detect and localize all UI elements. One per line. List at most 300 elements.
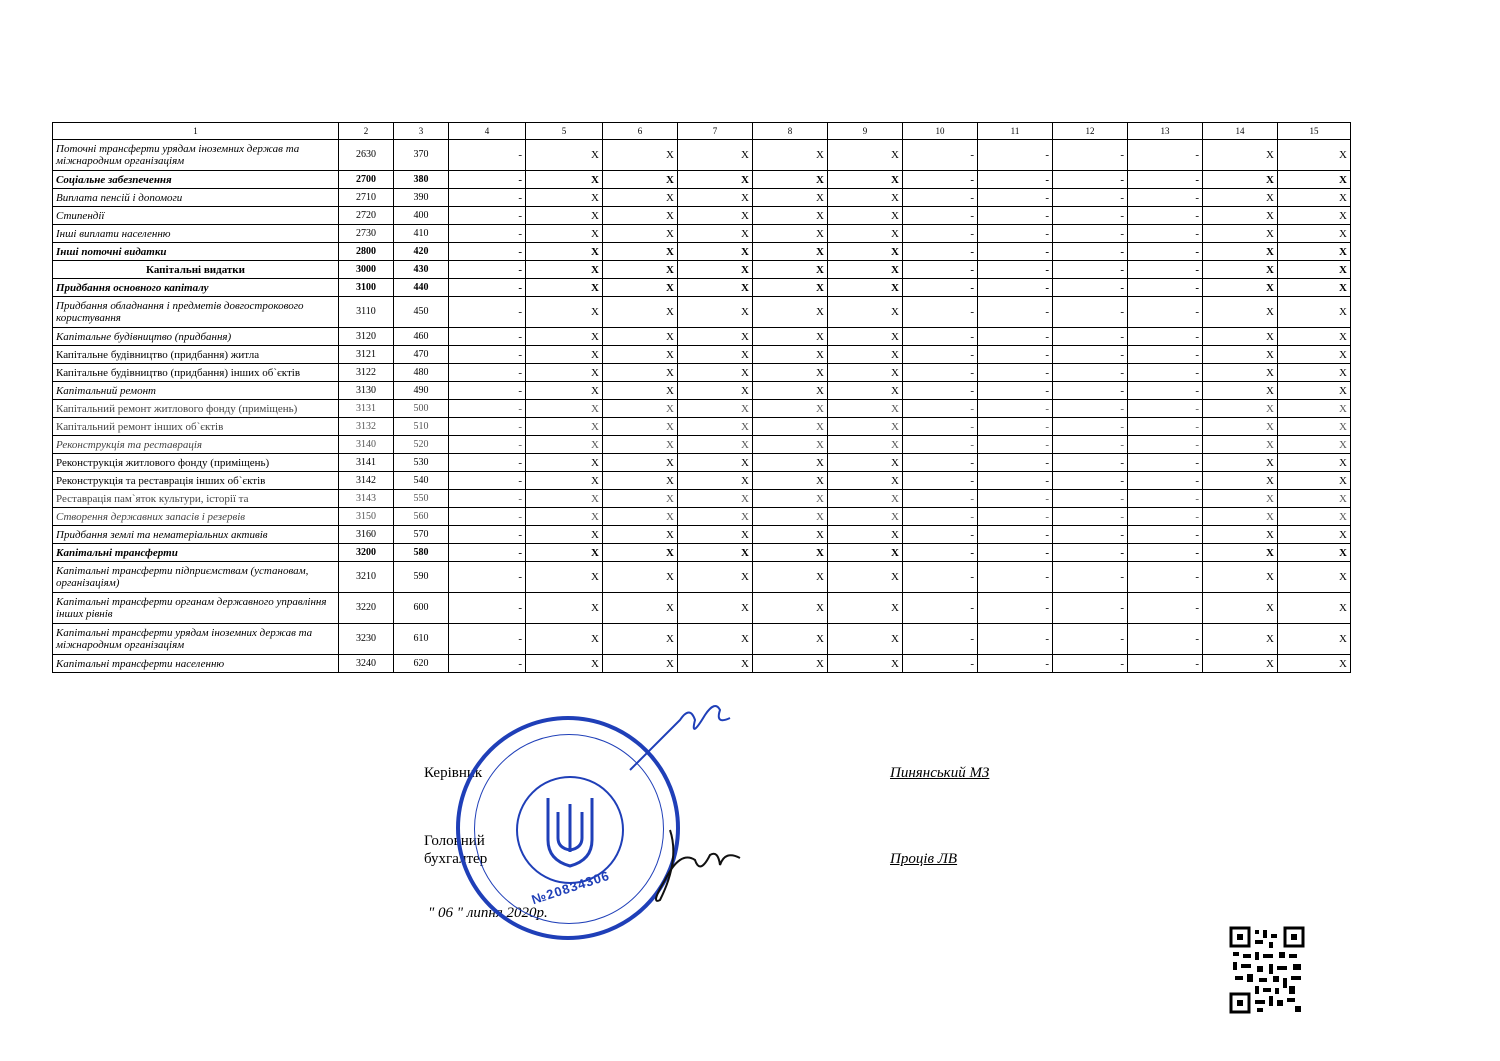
cell-col-9: X: [828, 279, 903, 297]
cell-col-4: -: [449, 297, 526, 328]
cell-col-13: -: [1128, 328, 1203, 346]
table-row: [53, 418, 1351, 436]
cell-col-9: X: [828, 490, 903, 508]
cell-col-6: X: [603, 140, 678, 171]
cell-col-6: X: [603, 346, 678, 364]
cell-col-10: -: [903, 189, 978, 207]
row-line-code: 610: [394, 624, 449, 655]
cell-col-14: X: [1203, 544, 1278, 562]
cell-col-9: X: [828, 243, 903, 261]
cell-col-11: -: [978, 454, 1053, 472]
cell-col-15: X: [1278, 207, 1351, 225]
cell-col-10: -: [903, 436, 978, 454]
cell-col-10: -: [903, 297, 978, 328]
row-code: 3142: [339, 472, 394, 490]
row-code: 3220: [339, 593, 394, 624]
cell-col-9: X: [828, 171, 903, 189]
cell-col-12: -: [1053, 207, 1128, 225]
cell-col-8: X: [753, 593, 828, 624]
table-row: [53, 624, 1351, 655]
row-code: 3121: [339, 346, 394, 364]
cell-col-15: X: [1278, 472, 1351, 490]
head-name: Пинянський МЗ: [890, 765, 990, 781]
cell-col-12: -: [1053, 544, 1128, 562]
cell-col-7: X: [678, 243, 753, 261]
cell-col-10: -: [903, 418, 978, 436]
cell-col-13: -: [1128, 472, 1203, 490]
accountant-label-line2: бухгалтер: [424, 851, 488, 867]
cell-col-8: X: [753, 544, 828, 562]
row-code: 3240: [339, 655, 394, 673]
row-line-code: 550: [394, 490, 449, 508]
row-code: 3130: [339, 382, 394, 400]
cell-col-9: X: [828, 189, 903, 207]
cell-col-13: -: [1128, 490, 1203, 508]
row-code: 2800: [339, 243, 394, 261]
cell-col-12: -: [1053, 243, 1128, 261]
cell-col-4: -: [449, 243, 526, 261]
row-name: Капітальні трансферти: [53, 544, 339, 562]
row-name: Реконструкція житлового фонду (приміщень): [53, 454, 339, 472]
cell-col-7: X: [678, 297, 753, 328]
cell-col-12: -: [1053, 418, 1128, 436]
table-row: [53, 243, 1351, 261]
cell-col-7: X: [678, 328, 753, 346]
cell-col-7: X: [678, 225, 753, 243]
accountant-signature-icon: [640, 820, 750, 910]
cell-col-6: X: [603, 593, 678, 624]
cell-col-6: X: [603, 454, 678, 472]
cell-col-9: X: [828, 261, 903, 279]
row-name: Виплата пенсій і допомоги: [53, 189, 339, 207]
cell-col-6: X: [603, 655, 678, 673]
table-row: [53, 328, 1351, 346]
cell-col-14: X: [1203, 454, 1278, 472]
cell-col-9: X: [828, 207, 903, 225]
cell-col-6: X: [603, 436, 678, 454]
cell-col-10: -: [903, 279, 978, 297]
cell-col-6: X: [603, 207, 678, 225]
cell-col-4: -: [449, 364, 526, 382]
column-number-7: 7: [678, 123, 753, 140]
cell-col-13: -: [1128, 225, 1203, 243]
cell-col-9: X: [828, 508, 903, 526]
accountant-name: Проців ЛВ: [890, 851, 958, 867]
cell-col-5: X: [526, 655, 603, 673]
row-name: Створення державних запасів і резервів: [53, 508, 339, 526]
cell-col-14: X: [1203, 624, 1278, 655]
row-code: 3131: [339, 400, 394, 418]
cell-col-10: -: [903, 140, 978, 171]
cell-col-12: -: [1053, 624, 1128, 655]
cell-col-10: -: [903, 624, 978, 655]
cell-col-7: X: [678, 436, 753, 454]
cell-col-5: X: [526, 593, 603, 624]
cell-col-10: -: [903, 382, 978, 400]
cell-col-11: -: [978, 624, 1053, 655]
cell-col-13: -: [1128, 261, 1203, 279]
cell-col-9: X: [828, 364, 903, 382]
table-row: [53, 346, 1351, 364]
cell-col-4: -: [449, 490, 526, 508]
cell-col-13: -: [1128, 279, 1203, 297]
cell-col-11: -: [978, 364, 1053, 382]
row-name: Капітальні трансферти урядам іноземних держав та міжнародним організаціям: [53, 624, 339, 655]
row-line-code: 380: [394, 171, 449, 189]
cell-col-8: X: [753, 346, 828, 364]
cell-col-15: X: [1278, 382, 1351, 400]
cell-col-9: X: [828, 436, 903, 454]
cell-col-7: X: [678, 472, 753, 490]
accountant-label-line1: Головний: [424, 833, 485, 849]
row-line-code: 370: [394, 140, 449, 171]
row-line-code: 420: [394, 243, 449, 261]
table-row: [53, 261, 1351, 279]
cell-col-6: X: [603, 624, 678, 655]
column-number-11: 11: [978, 123, 1053, 140]
table-row: [53, 382, 1351, 400]
row-code: 3230: [339, 624, 394, 655]
cell-col-8: X: [753, 436, 828, 454]
cell-col-4: -: [449, 526, 526, 544]
cell-col-13: -: [1128, 346, 1203, 364]
cell-col-4: -: [449, 171, 526, 189]
cell-col-12: -: [1053, 297, 1128, 328]
table-row: [53, 189, 1351, 207]
table-row: [53, 490, 1351, 508]
row-name: Реставрація пам`яток культури, історії та: [53, 490, 339, 508]
row-code: 3150: [339, 508, 394, 526]
cell-col-14: X: [1203, 490, 1278, 508]
table-row: [53, 526, 1351, 544]
cell-col-10: -: [903, 346, 978, 364]
cell-col-11: -: [978, 508, 1053, 526]
row-name: Соціальне забезпечення: [53, 171, 339, 189]
cell-col-7: X: [678, 526, 753, 544]
cell-col-15: X: [1278, 490, 1351, 508]
cell-col-14: X: [1203, 400, 1278, 418]
cell-col-6: X: [603, 382, 678, 400]
row-code: 3120: [339, 328, 394, 346]
row-line-code: 430: [394, 261, 449, 279]
row-code: 3200: [339, 544, 394, 562]
cell-col-4: -: [449, 400, 526, 418]
row-name: Капітальний ремонт інших об`єктів: [53, 418, 339, 436]
cell-col-14: X: [1203, 189, 1278, 207]
column-number-1: 1: [53, 123, 339, 140]
cell-col-9: X: [828, 562, 903, 593]
cell-col-15: X: [1278, 171, 1351, 189]
row-code: 3160: [339, 526, 394, 544]
column-number-4: 4: [449, 123, 526, 140]
row-line-code: 600: [394, 593, 449, 624]
row-name: Інші виплати населенню: [53, 225, 339, 243]
row-code: 2730: [339, 225, 394, 243]
cell-col-14: X: [1203, 225, 1278, 243]
head-signature-icon: [620, 700, 740, 780]
cell-col-4: -: [449, 472, 526, 490]
cell-col-12: -: [1053, 472, 1128, 490]
cell-col-8: X: [753, 562, 828, 593]
cell-col-5: X: [526, 364, 603, 382]
cell-col-10: -: [903, 207, 978, 225]
cell-col-6: X: [603, 171, 678, 189]
cell-col-5: X: [526, 346, 603, 364]
qr-code-icon: [1229, 926, 1305, 1014]
cell-col-4: -: [449, 189, 526, 207]
cell-col-4: -: [449, 624, 526, 655]
cell-col-11: -: [978, 261, 1053, 279]
cell-col-14: X: [1203, 418, 1278, 436]
cell-col-12: -: [1053, 526, 1128, 544]
cell-col-9: X: [828, 328, 903, 346]
cell-col-6: X: [603, 490, 678, 508]
cell-col-14: X: [1203, 436, 1278, 454]
cell-col-4: -: [449, 562, 526, 593]
cell-col-4: -: [449, 655, 526, 673]
cell-col-15: X: [1278, 418, 1351, 436]
table-row: [53, 225, 1351, 243]
cell-col-11: -: [978, 526, 1053, 544]
table-row: [53, 472, 1351, 490]
cell-col-15: X: [1278, 624, 1351, 655]
cell-col-6: X: [603, 328, 678, 346]
row-line-code: 410: [394, 225, 449, 243]
cell-col-10: -: [903, 544, 978, 562]
cell-col-13: -: [1128, 418, 1203, 436]
row-name: Придбання основного капіталу: [53, 279, 339, 297]
cell-col-6: X: [603, 261, 678, 279]
cell-col-7: X: [678, 279, 753, 297]
row-code: 2700: [339, 171, 394, 189]
row-name: Інші поточні видатки: [53, 243, 339, 261]
cell-col-13: -: [1128, 297, 1203, 328]
cell-col-4: -: [449, 454, 526, 472]
cell-col-14: X: [1203, 207, 1278, 225]
cell-col-14: X: [1203, 593, 1278, 624]
cell-col-13: -: [1128, 655, 1203, 673]
column-number-5: 5: [526, 123, 603, 140]
cell-col-13: -: [1128, 593, 1203, 624]
table-row: [53, 593, 1351, 624]
row-name: Придбання землі та нематеріальних активів: [53, 526, 339, 544]
cell-col-8: X: [753, 364, 828, 382]
table-row: [53, 436, 1351, 454]
cell-col-12: -: [1053, 400, 1128, 418]
cell-col-6: X: [603, 364, 678, 382]
cell-col-15: X: [1278, 562, 1351, 593]
row-line-code: 390: [394, 189, 449, 207]
cell-col-10: -: [903, 655, 978, 673]
cell-col-14: X: [1203, 472, 1278, 490]
cell-col-7: X: [678, 655, 753, 673]
cell-col-8: X: [753, 655, 828, 673]
cell-col-4: -: [449, 436, 526, 454]
cell-col-12: -: [1053, 261, 1128, 279]
row-name: Капітальні трансферти населенню: [53, 655, 339, 673]
cell-col-8: X: [753, 279, 828, 297]
cell-col-8: X: [753, 382, 828, 400]
cell-col-13: -: [1128, 624, 1203, 655]
cell-col-9: X: [828, 624, 903, 655]
column-number-15: 15: [1278, 123, 1351, 140]
cell-col-13: -: [1128, 436, 1203, 454]
row-name: Капітальні трансферти органам державного управління інших рівнів: [53, 593, 339, 624]
cell-col-6: X: [603, 418, 678, 436]
cell-col-14: X: [1203, 346, 1278, 364]
cell-col-11: -: [978, 140, 1053, 171]
cell-col-4: -: [449, 593, 526, 624]
cell-col-7: X: [678, 140, 753, 171]
row-code: 3132: [339, 418, 394, 436]
cell-col-11: -: [978, 328, 1053, 346]
cell-col-9: X: [828, 225, 903, 243]
cell-col-8: X: [753, 261, 828, 279]
row-name: Поточні трансферти урядам іноземних держав та міжнародним організаціям: [53, 140, 339, 171]
row-name: Реконструкція та реставрація: [53, 436, 339, 454]
cell-col-7: X: [678, 171, 753, 189]
cell-col-14: X: [1203, 140, 1278, 171]
cell-col-13: -: [1128, 526, 1203, 544]
cell-col-5: X: [526, 454, 603, 472]
cell-col-12: -: [1053, 562, 1128, 593]
cell-col-4: -: [449, 207, 526, 225]
cell-col-8: X: [753, 297, 828, 328]
cell-col-8: X: [753, 418, 828, 436]
column-number-8: 8: [753, 123, 828, 140]
column-number-2: 2: [339, 123, 394, 140]
cell-col-12: -: [1053, 490, 1128, 508]
column-number-10: 10: [903, 123, 978, 140]
cell-col-12: -: [1053, 328, 1128, 346]
cell-col-10: -: [903, 490, 978, 508]
cell-col-15: X: [1278, 243, 1351, 261]
row-code: 3141: [339, 454, 394, 472]
column-number-13: 13: [1128, 123, 1203, 140]
cell-col-8: X: [753, 526, 828, 544]
cell-col-5: X: [526, 436, 603, 454]
row-line-code: 540: [394, 472, 449, 490]
table-row: [53, 171, 1351, 189]
budget-table: [52, 122, 1351, 673]
cell-col-5: X: [526, 189, 603, 207]
row-code: 2630: [339, 140, 394, 171]
cell-col-13: -: [1128, 189, 1203, 207]
row-code: 3122: [339, 364, 394, 382]
cell-col-5: X: [526, 207, 603, 225]
table-row: [53, 140, 1351, 171]
cell-col-12: -: [1053, 225, 1128, 243]
document-date: " 06 " липня 2020р.: [428, 905, 548, 921]
row-name: Капітальне будівництво (придбання): [53, 328, 339, 346]
cell-col-8: X: [753, 140, 828, 171]
row-code: 3100: [339, 279, 394, 297]
cell-col-9: X: [828, 544, 903, 562]
cell-col-8: X: [753, 472, 828, 490]
cell-col-5: X: [526, 243, 603, 261]
cell-col-14: X: [1203, 171, 1278, 189]
cell-col-4: -: [449, 346, 526, 364]
table-row: [53, 297, 1351, 328]
row-code: 2710: [339, 189, 394, 207]
cell-col-12: -: [1053, 655, 1128, 673]
cell-col-12: -: [1053, 508, 1128, 526]
cell-col-9: X: [828, 454, 903, 472]
row-line-code: 400: [394, 207, 449, 225]
cell-col-15: X: [1278, 454, 1351, 472]
cell-col-14: X: [1203, 364, 1278, 382]
cell-col-6: X: [603, 400, 678, 418]
cell-col-10: -: [903, 454, 978, 472]
cell-col-4: -: [449, 261, 526, 279]
cell-col-11: -: [978, 171, 1053, 189]
row-name: Капітальне будівництво (придбання) житла: [53, 346, 339, 364]
row-line-code: 500: [394, 400, 449, 418]
cell-col-11: -: [978, 490, 1053, 508]
cell-col-7: X: [678, 490, 753, 508]
cell-col-5: X: [526, 328, 603, 346]
cell-col-4: -: [449, 225, 526, 243]
cell-col-8: X: [753, 454, 828, 472]
header-row: [53, 123, 1351, 140]
row-name: Капітальний ремонт житлового фонду (приміщень): [53, 400, 339, 418]
cell-col-7: X: [678, 544, 753, 562]
cell-col-7: X: [678, 400, 753, 418]
cell-col-14: X: [1203, 508, 1278, 526]
cell-col-13: -: [1128, 382, 1203, 400]
cell-col-13: -: [1128, 454, 1203, 472]
table-row: [53, 655, 1351, 673]
cell-col-12: -: [1053, 382, 1128, 400]
cell-col-14: X: [1203, 526, 1278, 544]
row-code: 3143: [339, 490, 394, 508]
table-row: [53, 454, 1351, 472]
cell-col-14: X: [1203, 382, 1278, 400]
row-name: Капітальні видатки: [53, 261, 339, 279]
cell-col-5: X: [526, 400, 603, 418]
row-line-code: 590: [394, 562, 449, 593]
cell-col-15: X: [1278, 593, 1351, 624]
cell-col-8: X: [753, 400, 828, 418]
cell-col-15: X: [1278, 189, 1351, 207]
cell-col-7: X: [678, 261, 753, 279]
cell-col-13: -: [1128, 364, 1203, 382]
cell-col-6: X: [603, 189, 678, 207]
row-line-code: 620: [394, 655, 449, 673]
trident-icon: [540, 790, 600, 870]
cell-col-5: X: [526, 171, 603, 189]
cell-col-13: -: [1128, 140, 1203, 171]
row-line-code: 580: [394, 544, 449, 562]
cell-col-15: X: [1278, 526, 1351, 544]
row-code: 3140: [339, 436, 394, 454]
cell-col-11: -: [978, 593, 1053, 624]
table-row: [53, 508, 1351, 526]
cell-col-5: X: [526, 562, 603, 593]
cell-col-10: -: [903, 171, 978, 189]
cell-col-4: -: [449, 279, 526, 297]
table-row: [53, 207, 1351, 225]
cell-col-10: -: [903, 364, 978, 382]
cell-col-4: -: [449, 382, 526, 400]
cell-col-8: X: [753, 207, 828, 225]
row-name: Капітальний ремонт: [53, 382, 339, 400]
cell-col-15: X: [1278, 140, 1351, 171]
cell-col-13: -: [1128, 544, 1203, 562]
cell-col-15: X: [1278, 346, 1351, 364]
table-row: [53, 544, 1351, 562]
row-code: 3110: [339, 297, 394, 328]
